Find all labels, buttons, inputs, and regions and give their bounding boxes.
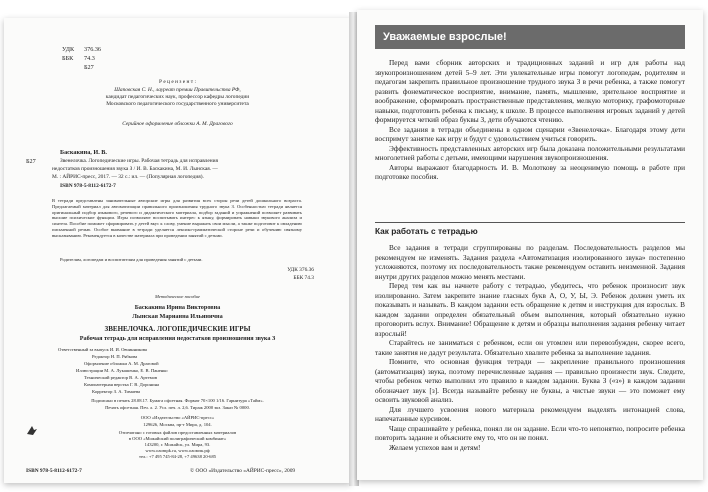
author-heading: Баскакина, И. В. xyxy=(60,149,107,156)
intro-paragraph-3: Эффективность представленных авторских игр была доказана положительными результатами многолетней работы с детьми, имеющими нарушения звукопроизношения. xyxy=(375,143,685,162)
author-1 xyxy=(4,305,351,311)
credit-1: Ответственный за выпуск И. И. Овчинникова xyxy=(58,347,147,352)
credit-7: Корректор З. А. Тимаева xyxy=(92,389,141,394)
publisher-4: в ООО «Можайский полиграфический комбинат» xyxy=(128,436,227,441)
udk-value: 376.36 xyxy=(84,46,102,53)
credit-3: Оформление обложки А. М. Драговой xyxy=(84,361,159,366)
udk-label: УДК xyxy=(62,46,75,53)
section-text xyxy=(375,243,685,452)
section-paragraph-3: Старайтесь не заниматься с ребенком, если он утомлен или перевозбужден, скорее всего, такие занятия не дадут результата. Обязательно хвалите ребенка за выполнение задания. xyxy=(375,338,685,357)
section-paragraph-6: Чаще спрашивайте у ребенка, понял ли он задание. Если что-то непонятно, попросите ребенка повторить задание и объясните ему то, что он не понял. xyxy=(375,423,685,442)
cover-design: Серийное оформление обложки А. М. Драгового xyxy=(122,121,233,127)
section-paragraph-1: Все задания в тетради сгруппированы по разделам. Последовательность разделов мы рекомендуем не изменять. Задания раздела «Автоматизация изолированного звука» постепенно усложняются, поэтому их последовательность также рекомендуем оставить неизменной. Задания внутри других разделов можно менять местами. xyxy=(375,243,685,281)
banner-title: Уважаемые взрослые! xyxy=(375,25,685,49)
section-paragraph-7: Желаем успехов вам и детям! xyxy=(389,442,481,452)
bbk-value: 74.3 xyxy=(84,55,95,62)
code-b27: Б27 xyxy=(84,64,94,71)
bbk-bottom: ББК 74.3 xyxy=(293,275,314,281)
title-main: ЗВЕНЕЛОЧКА. ЛОГОПЕДИЧЕСКИЕ ИГРЫ xyxy=(104,325,251,333)
publisher-1: ООО «Издательство «АЙРИС-пресс» xyxy=(140,415,215,420)
reviewer-line-2: кандидат педагогических наук, профессор кафедры логопедии xyxy=(105,94,250,100)
catalog-line-3: М. : АЙРИС-пресс, 2017. — 32 с.: ил. — (Популярная логопедия). xyxy=(52,174,204,180)
intro-paragraph-1: Перед вами сборник авторских и традиционных заданий и игр для работы над звукопроизношением детей 5–9 лет. Эти увлекательные игры помогут логопедам, родителям и педагогам закрепить правильное произношение трудного звука З в речи ребенка, а также помогут развить фонематическое восприятие, внимание, память, мышление, зрительное восприятие и воображение, сформировать пространственные представления, мелкую моторику, графомоторные навыки, подготовить ребенка к письму, к школе. В процессе выполнения игровых заданий у детей формируется четкий образ буквы З, дети обучаются чтению. xyxy=(375,58,685,124)
catalog-code: Б27 xyxy=(26,158,36,165)
author-2: Лынская Марианна Ильинична xyxy=(132,313,223,320)
abstract-end: Родителям, логопедам и воспитателям для проведения занятий с детьми. xyxy=(60,257,203,262)
author-1-name: Баскакина Ирина Викторовна xyxy=(134,304,221,311)
publisher-3: Отпечатано с готовых файлов предоставленных материалов xyxy=(118,430,237,435)
udk-bottom: УДК 376.36 xyxy=(287,267,314,273)
copyright: © ООО «Издательство «АЙРИС-пресс», 2009 xyxy=(190,468,296,474)
left-page xyxy=(4,18,351,483)
intro-paragraph-2: Все задания в тетради объединены в одном сценарии «Звенелочка». Благодаря этому дети воспримут занятие как игру и будут с удовольствием учиться говорить. xyxy=(375,124,685,143)
credit-6: Компьютерная верстка Г. В. Доронина xyxy=(84,382,160,387)
print-line-2: Печать офсетная. Печ. л. 2. Усл. печ. л. 2,6. Тираж 2000 экз. Заказ № 0000. xyxy=(105,405,250,410)
publisher-7: тел.: +7 495 745-84-28, +7 49638 20-685 xyxy=(138,454,217,459)
intro-paragraph-4: Авторы выражают благодарность И. В. Молоткову за неоценимую помощь в работе при подготовке пособия. xyxy=(375,162,685,181)
print-line-1: Подписано в печать 28.08.17. Бумага офсетная. Формат 70×100 1/16. Гарнитура «Тайм». xyxy=(91,398,264,403)
reviewer-line-3: Московского педагогического государственного университета xyxy=(106,101,249,107)
catalog-line-1: Звенелочка. Логопедические игры. Рабочая тетрадь для исправления xyxy=(60,158,219,164)
section-paragraph-5: Для лучшего усвоения нового материала рекомендуем выделять интонацией слова, напечатанные курсивом. xyxy=(375,404,685,423)
credit-2: Редактор Н. П. Рябкова xyxy=(92,354,138,359)
publisher-2: 129626, Москва, пр-т Мира, д. 104. xyxy=(143,422,212,427)
section-title: Как работать с тетрадью xyxy=(375,226,478,236)
credit-4: Иллюстрации М. А. Лукашенко, Е. В. Паненко xyxy=(76,368,168,373)
title-sub: Рабочая тетрадь для исправления недостатков произношения звука З xyxy=(79,335,276,342)
reviewers-title: Р е ц е н з е н т : xyxy=(159,79,196,85)
section-paragraph-2: Перед тем как вы начнете работу с тетрадью, убедитесь, что ребенок произносит звук изолированно. Затем закрепите знание гласных букв А, О, У, Ы, Э. Ребенок должен уметь их показывать и называть. В каждом задании есть обращение к детям и инструкция для взрослых. В каждом задании определен обязательный объем выполнения, который обязательно нужно проговорить вслух. Внимание! Обращение к детям и образцы выполнения задания ребенку читает взрослый! xyxy=(375,281,685,338)
intro-text xyxy=(375,58,685,182)
catalog-line-2: недостатков произношения звука З / И. В. Баскакина, М. И. Лынская. — xyxy=(52,166,218,172)
isbn-bottom: ISBN 978-5-8112-6172-7 xyxy=(26,468,82,474)
reviewer-line-1: Шаповская С. Н., лауреат премии Правительства РФ, xyxy=(114,87,241,93)
isbn-top: ISBN 978-5-8112-6172-7 xyxy=(60,183,116,189)
credit-5: Технический редактор В. А. Артемов xyxy=(84,375,158,380)
right-page xyxy=(357,10,703,480)
section-paragraph-4: Помните, что основная функция тетради — закрепление правильного произношения (автоматизация) звука, поэтому перечисленные задания — правильно произнести звук. Следите, чтобы ребенок четко выполнил это правило в каждом задании. Буква З («з») в каждом задании обозначает звук [з]. Всегда называйте ребенку не буквы, а чистые звуки — это поможет ему освоить звуковой анализ. xyxy=(375,357,685,404)
bbk-label: ББК xyxy=(62,55,74,62)
section-rule xyxy=(375,222,685,223)
abstract: В тетради представлены занимательные авторские игры для развития всех сторон речи детей дошкольного возраста. Предлагаемый материал для автоматизации правильного произношения трудного звука З. Особенностью тетради является оригинальный подбор языкового, речевого и дидактического материала, подбор заданий и упражнений позволяет развивать высшие психические функции. Игры позволяют воспитывать интерес к языку, формировать навыки звукового анализа и синтеза. Пособие поможет сформировать у детей вкус к слову, умение выражать свои мысли, а также подготовит к овладению письменной речью. Особое внимание в тетради уделяется лексико-грамматической стороне речи и обучению связному высказыванию. Рекомендуется в качестве материала при проведении занятий с детьми. xyxy=(52,198,302,238)
publisher-6: www.oaompk.ru, www.оаомпк.рф xyxy=(145,448,210,453)
method-label: Методическое пособие xyxy=(155,294,200,299)
publisher-5: 143200, г. Можайск, ул. Мира, 93. xyxy=(144,442,211,447)
